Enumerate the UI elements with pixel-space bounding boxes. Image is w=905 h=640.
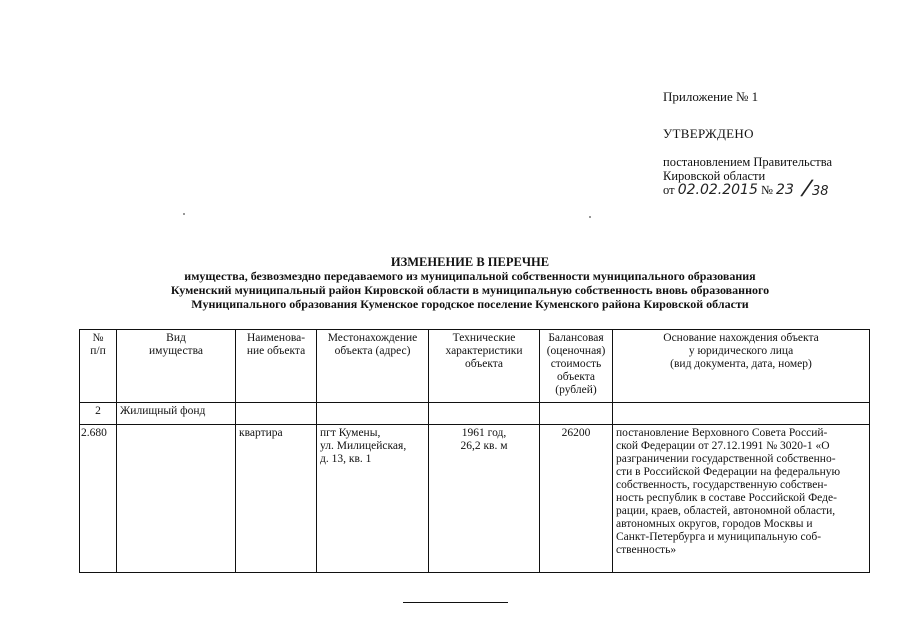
basis-line: сти в Российской Федерации на федеральную xyxy=(616,466,841,478)
decree-line-1: постановлением Правительства xyxy=(663,155,833,169)
row-name: квартира xyxy=(236,425,317,573)
header-text: Основание нахождения объекта xyxy=(663,332,819,344)
section-empty xyxy=(613,403,870,425)
section-empty xyxy=(429,403,540,425)
row-basis xyxy=(613,425,870,573)
basis-line: ственность» xyxy=(616,544,677,556)
section-number: 2 xyxy=(80,403,117,425)
appendix-label: Приложение № 1 xyxy=(663,89,759,104)
header-text: № xyxy=(92,332,104,344)
header-value xyxy=(540,330,613,403)
header-type xyxy=(117,330,236,403)
table-row xyxy=(80,425,870,573)
heading-title: ИЗМЕНЕНИЕ В ПЕРЕЧНЕ xyxy=(390,255,550,269)
tech-line: 26,2 кв. м xyxy=(460,440,508,452)
decree-date: 02.02.2015 xyxy=(677,182,758,198)
section-empty xyxy=(540,403,613,425)
row-type xyxy=(117,425,236,573)
header-text: объекта xyxy=(556,371,596,383)
header-text: объекта (адрес) xyxy=(334,345,411,357)
basis-line: автономных округов, городов Москвы и xyxy=(616,518,813,530)
row-address xyxy=(317,425,429,573)
address-line: пгт Кумены, xyxy=(320,427,381,439)
header-text: Наименова- xyxy=(246,332,306,344)
basis-line: ность республик в составе Российской Феде- xyxy=(616,492,837,504)
header-text: стоимость xyxy=(550,358,602,370)
header-text: у юридического лица xyxy=(688,345,794,357)
address-line: ул. Милицейская, xyxy=(320,440,407,452)
header-text: Местонахождение xyxy=(327,332,418,344)
basis-line: постановление Верховного Совета Россий- xyxy=(616,427,828,439)
header-text: п/п xyxy=(90,345,106,357)
decree-number-suffix: 38 xyxy=(812,184,829,199)
table-header-row xyxy=(80,330,870,403)
basis-line: Санкт-Петербурга и муниципальную соб- xyxy=(616,531,822,543)
row-value: 26200 xyxy=(540,425,613,573)
header-text: объекта xyxy=(464,358,504,370)
document-heading xyxy=(100,255,840,311)
header-tech xyxy=(429,330,540,403)
decree-slash: / xyxy=(801,175,813,202)
header-text: (вид документа, дата, номер) xyxy=(670,358,812,370)
section-row xyxy=(80,403,870,425)
property-table xyxy=(79,329,870,573)
header-basis xyxy=(613,330,870,403)
decree-number: 23 xyxy=(776,182,794,198)
scan-speck xyxy=(589,216,591,218)
header-text: (рублей) xyxy=(555,384,597,396)
header-address xyxy=(317,330,429,403)
decree-line-2: Кировской области xyxy=(663,169,766,183)
header-text: (оценочная) xyxy=(546,345,606,357)
basis-line: ской Федерации от 27.12.1991 № 3020-1 «О xyxy=(616,440,830,452)
tech-line: 1961 год, xyxy=(461,427,507,439)
address-line: д. 13, кв. 1 xyxy=(320,453,372,465)
header-text: Балансовая xyxy=(548,332,604,344)
header-text: имущества xyxy=(149,345,203,357)
header-text: характеристики xyxy=(445,345,523,357)
basis-line: разграничении государственной собственно- xyxy=(616,453,836,465)
header-text: Вид xyxy=(166,332,186,344)
heading-line-2: имущества, безвозмездно передаваемого из муниципальной собственности муниципального образования xyxy=(184,269,756,283)
heading-line-4: Муниципального образования Куменское городское поселение Куменского района Кировской области xyxy=(191,297,749,311)
basis-line: собственность, государственную собствен- xyxy=(616,479,828,491)
section-type: Жилищный фонд xyxy=(117,403,236,425)
footer-divider xyxy=(403,602,508,603)
decree-no-label: № xyxy=(760,183,773,197)
header-number xyxy=(80,330,117,403)
section-empty xyxy=(317,403,429,425)
decree-from: от xyxy=(663,183,675,197)
header-text: Технические xyxy=(452,332,516,344)
section-empty xyxy=(236,403,317,425)
scan-speck xyxy=(183,213,185,215)
basis-line: рации, краев, областей, автономной области, xyxy=(616,505,836,517)
heading-line-3: Куменский муниципальный район Кировской области в муниципальную собственность вновь образованного xyxy=(170,283,770,297)
header-name xyxy=(236,330,317,403)
header-text: ние объекта xyxy=(246,345,306,357)
row-number: 2.680 xyxy=(80,425,117,573)
row-tech xyxy=(429,425,540,573)
approved-label: УТВЕРЖДЕНО xyxy=(663,126,754,141)
